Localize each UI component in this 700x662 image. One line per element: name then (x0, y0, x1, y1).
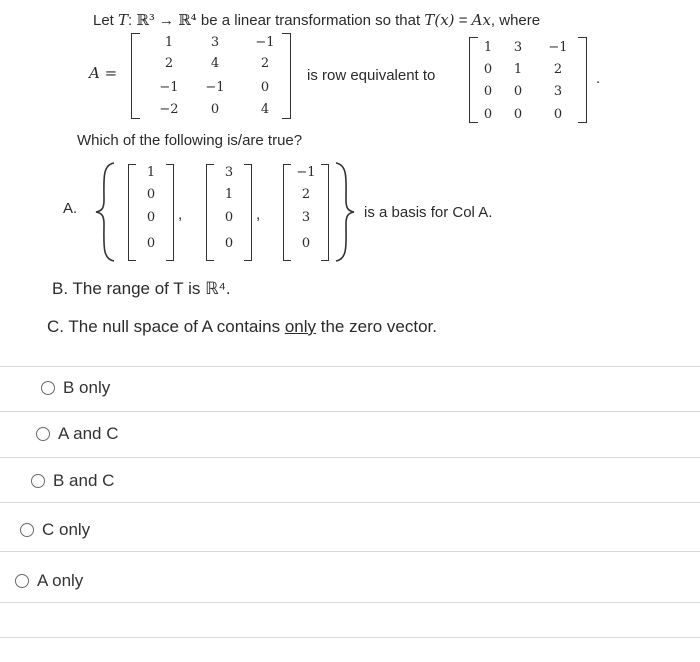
matrix-a-right-bracket (282, 33, 291, 119)
matrix-a-label: A = (89, 64, 118, 82)
vector-entry: 3 (224, 165, 234, 180)
option-label: B only (63, 378, 111, 397)
vector-entry: 0 (146, 210, 156, 225)
matrix-reduced-entry: −1 (548, 40, 568, 55)
matrix-reduced-entry: 1 (483, 40, 493, 55)
vector-entry: −1 (296, 165, 316, 180)
statement-a-text: is a basis for Col A. (364, 204, 493, 221)
matrix-reduced-entry: 2 (553, 62, 563, 77)
vector-left-bracket (283, 164, 291, 261)
divider (0, 366, 700, 367)
matrix-a-entry: 2 (260, 56, 270, 71)
option-label: C only (42, 520, 91, 539)
row-equivalent-text: is row equivalent to (307, 67, 436, 84)
matrix-reduced-entry: 0 (513, 107, 523, 122)
statement-b: B. The range of T is ℝ⁴. (52, 279, 231, 298)
vector-entry: 0 (146, 236, 156, 251)
matrix-reduced-entry: 0 (513, 84, 523, 99)
vector-entry: 1 (146, 165, 156, 180)
vector-entry: 2 (301, 187, 311, 202)
divider (0, 502, 700, 503)
statement-a-label: A. (63, 200, 78, 217)
vector-entry: 0 (146, 187, 156, 202)
matrix-reduced-entry: 0 (483, 107, 493, 122)
matrix-reduced-entry: 0 (483, 62, 493, 77)
matrix-period: . (596, 70, 601, 87)
intro-Tx: T(x) (424, 11, 455, 29)
statement-c (47, 317, 437, 337)
matrix-a-entry: 0 (260, 80, 270, 95)
matrix-reduced-entry: 3 (553, 84, 563, 99)
matrix-reduced-entry: 1 (513, 62, 523, 77)
divider (0, 551, 700, 552)
matrix-a-entry: 1 (164, 35, 174, 50)
divider (0, 602, 700, 603)
vector-left-bracket (206, 164, 214, 261)
matrix-a-entry: 4 (260, 102, 270, 117)
matrix-a-entry: 2 (164, 56, 174, 71)
matrix-a-entry: 3 (210, 35, 220, 50)
vector-left-bracket (128, 164, 136, 261)
set-right-brace (330, 160, 358, 264)
intro-domain: ℝ³ (136, 11, 155, 29)
option-label: B and C (53, 471, 115, 490)
vector-entry: 3 (301, 210, 311, 225)
radio-button[interactable] (20, 523, 34, 537)
statement-c-prefix: C. The null space of A contains (47, 317, 285, 336)
option-b-and-c[interactable] (31, 471, 114, 491)
radio-button[interactable] (31, 474, 45, 488)
vector-right-bracket (321, 164, 329, 261)
vector-entry: 0 (224, 236, 234, 251)
radio-button[interactable] (36, 427, 50, 441)
radio-button[interactable] (15, 574, 29, 588)
intro-Ax: Ax (471, 11, 491, 29)
intro-text: be a linear transformation so that (200, 12, 421, 29)
matrix-reduced-entry: 3 (513, 40, 523, 55)
intro-where: , where (490, 12, 541, 29)
question-intro (93, 11, 540, 29)
option-label: A only (37, 571, 84, 590)
matrix-a-entry: −1 (255, 35, 275, 50)
vector-entry: 0 (224, 210, 234, 225)
statement-c-underlined: only (284, 317, 317, 336)
divider (0, 637, 700, 638)
question-prompt: Which of the following is/are true? (77, 132, 303, 149)
matrix-a-entry: 4 (210, 56, 220, 71)
intro-eq: = (458, 12, 468, 29)
matrix-a-entry: 0 (210, 102, 220, 117)
option-c-only[interactable] (20, 520, 90, 540)
vector-right-bracket (244, 164, 252, 261)
intro-codomain: ℝ⁴ (178, 11, 197, 29)
intro-arrow: → (159, 12, 175, 29)
vector-comma-2: , (256, 206, 261, 223)
divider (0, 457, 700, 458)
divider (0, 411, 700, 412)
intro-let: Let (93, 12, 114, 29)
statement-c-suffix: the zero vector. (316, 317, 437, 336)
vector-right-bracket (166, 164, 174, 261)
option-a-only[interactable] (15, 571, 83, 591)
matrix-a-entry: −1 (159, 80, 179, 95)
matrix-a-entry: −1 (205, 80, 225, 95)
intro-T: T (118, 11, 129, 29)
option-a-and-c[interactable] (36, 424, 119, 444)
radio-button[interactable] (41, 381, 55, 395)
matrix-reduced-entry: 0 (553, 107, 563, 122)
set-left-brace (92, 160, 120, 264)
option-b-only[interactable] (41, 378, 110, 398)
vector-comma-1: , (178, 206, 183, 223)
option-label: A and C (58, 424, 119, 443)
vector-entry: 1 (224, 187, 234, 202)
vector-entry: 0 (301, 236, 311, 251)
matrix-a-entry: −2 (159, 102, 179, 117)
matrix-a-left-bracket (131, 33, 140, 119)
matrix-reduced-entry: 0 (483, 84, 493, 99)
intro-colon: : (128, 12, 133, 29)
matrix-reduced-right-bracket (578, 37, 587, 123)
